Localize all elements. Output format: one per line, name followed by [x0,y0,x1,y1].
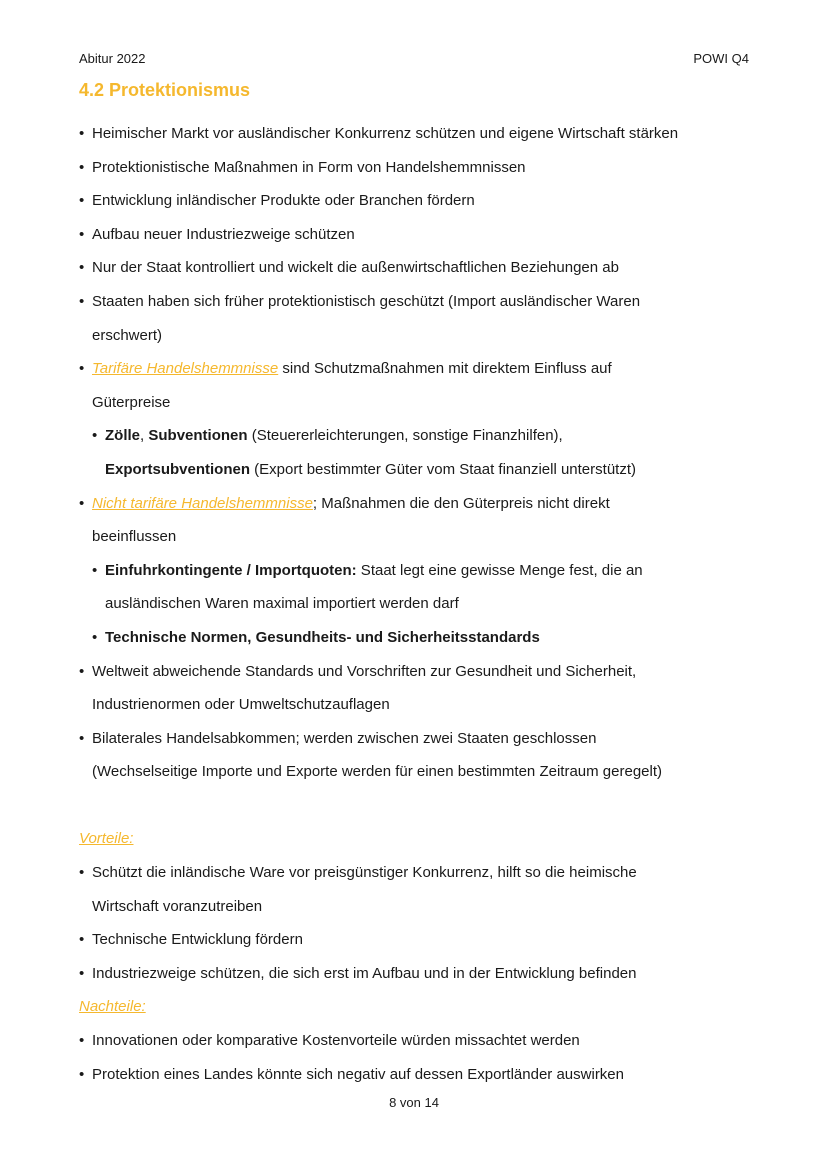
list-item [79,251,759,285]
list-item-text: Staaten haben sich früher protektionistisch geschützt (Import ausländischer Waren [92,292,641,310]
list-item-text: Weltweit abweichende Standards und Vorschriften zur Gesundheit und Sicherheit, [92,662,637,680]
list-item-text-cont: Industrienormen oder Umweltschutzauflagen [92,696,390,714]
list-item-text: (Steuererleichterungen, sonstige Finanzhilfen), [247,427,563,445]
list-item [79,923,759,957]
list-item-text-cont: (Export bestimmter Güter vom Staat finanziell unterstützt) [250,460,636,478]
vorteile-heading-text: Vorteile: [79,830,134,848]
list-item-text: sind Schutzmaßnahmen mit direktem Einfluss auf [278,360,612,378]
nontarif-link[interactable]: Nicht tarifäre Handelshemmnisse [92,494,313,512]
bullet: • [92,561,98,579]
bullet: • [79,864,85,882]
bullet: • [79,292,85,310]
list-item-text: Technische Entwicklung fördern [92,931,303,949]
sub-list-item [79,419,759,486]
spacer [79,789,759,823]
bullet: • [79,662,85,680]
list-item [79,957,759,991]
list-item-tarif [79,352,759,419]
list-item [79,1024,759,1058]
bullet: • [92,427,98,445]
term-zoelle: Zölle [105,427,141,445]
bullet: • [79,729,85,747]
bullet: • [79,931,85,949]
list-item [79,856,759,923]
bullet: • [79,1032,85,1050]
list-item-text-cont: Wirtschaft voranzutreiben [92,897,263,915]
list-item-text: Nur der Staat kontrolliert und wickelt die außenwirtschaftlichen Beziehungen ab [92,259,619,277]
nachteile-heading [79,990,759,1024]
list-item [79,151,759,185]
list-item-text: Aufbau neuer Industriezweige schützen [92,225,355,243]
sub-list-item [79,621,759,655]
bullet: • [79,192,85,210]
separator: , [140,427,149,445]
nachteile-heading-text: Nachteile: [79,998,146,1016]
bullet: • [79,360,85,378]
list-item-text: ; Maßnahmen die den Güterpreis nicht direkt [312,494,610,512]
list-item-text-cont: beeinflussen [92,528,177,546]
list-item [79,655,759,722]
content [79,117,759,1091]
bullet: • [79,125,85,142]
tarif-link[interactable]: Tarifäre Handelshemmnisse [92,360,279,378]
bullet: • [79,259,85,277]
list-item [79,117,759,151]
list-item-text: Protektion eines Landes könnte sich negativ auf dessen Exportländer auswirken [92,1065,624,1083]
term-technische-normen: Technische Normen, Gesundheits- und Sicherheitsstandards [105,628,540,646]
vorteile-heading [79,822,759,856]
list-item-text: Schützt die inländische Ware vor preisgünstiger Konkurrenz, hilft so die heimische [92,864,637,882]
list-item-text: Bilaterales Handelsabkommen; werden zwischen zwei Staaten geschlossen [92,729,597,747]
list-item-text: Innovationen oder komparative Kostenvorteile würden missachtet werden [92,1032,580,1050]
list-item-text-cont: Güterpreise [92,393,171,411]
list-item-nontarif [79,487,759,554]
list-item [79,1058,759,1092]
term-exportsubventionen: Exportsubventionen [105,460,251,478]
bullet: • [79,1065,85,1083]
sub-list-item [79,554,759,621]
list-item-text-cont: (Wechselseitige Importe und Exporte werden für einen bestimmten Zeitraum geregelt) [92,763,662,781]
list-item [79,184,759,218]
list-item [79,285,759,352]
list-item-text-cont: erschwert) [92,326,163,344]
bullet: • [79,225,85,243]
bullet: • [79,964,85,982]
section-title: 4.2 Protektionismus [79,80,251,100]
list-item-text-cont: ausländischen Waren maximal importiert werden darf [105,595,459,613]
bullet: • [92,628,98,646]
header-right: POWI Q4 [693,51,749,66]
list-item-text: Protektionistische Maßnahmen in Form von Handelshemmnissen [92,158,526,176]
list-item-text: Staat legt eine gewisse Menge fest, die an [356,561,643,579]
list-item [79,722,759,789]
term-subventionen: Subventionen [148,427,248,445]
bullet: • [79,158,85,176]
list-item [79,218,759,252]
list-item-text: Industriezweige schützen, die sich erst im Aufbau und in der Entwicklung befinden [92,964,637,982]
header-left: Abitur 2022 [79,51,146,66]
bullet: • [79,494,85,512]
list-item-text: Heimischer Markt vor ausländischer Konkurrenz schützen und eigene Wirtschaft stärken [92,125,679,142]
term-einfuhrkontingente: Einfuhrkontingente / Importquoten: [105,561,357,579]
list-item-text: Entwicklung inländischer Produkte oder Branchen fördern [92,192,475,210]
page-number: 8 von 14 [389,1095,439,1110]
